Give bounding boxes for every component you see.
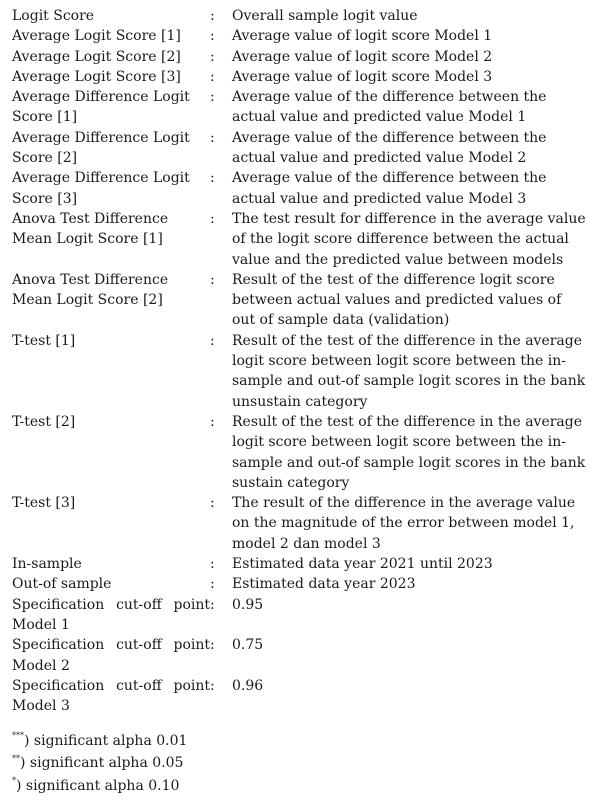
definition-term: Anova Test Difference Mean Logit Score [1] <box>12 210 169 248</box>
definition-description: Average value of logit score Model 2 <box>232 48 493 65</box>
definition-description: Average value of the difference between the actual value and predicted value Model 3 <box>232 170 547 207</box>
definition-description: 0.95 <box>232 596 264 613</box>
definition-term: Average Logit Score [3] <box>12 68 181 85</box>
definition-row <box>12 128 586 169</box>
definition-row <box>12 331 586 412</box>
significance-text: ) significant alpha 0.01 <box>24 733 188 749</box>
definition-separator: : <box>210 170 215 187</box>
definition-description: Estimated data year 2023 <box>232 576 416 593</box>
definition-separator: : <box>210 68 215 85</box>
definition-term: Specification cut-off point Model 1 <box>12 596 210 633</box>
definition-term: T-test [1] <box>12 332 76 349</box>
definition-row <box>12 595 586 636</box>
definition-description: Result of the test of the difference in the average logit score between logit score between the in-sample and out-of sample logit scores in the bank unsustain category <box>232 332 586 410</box>
definition-separator: : <box>210 332 215 349</box>
definition-row <box>12 635 586 676</box>
definition-description: Average value of logit score Model 1 <box>232 28 493 45</box>
definition-row <box>12 493 586 554</box>
definition-description: Overall sample logit value <box>232 8 418 24</box>
definition-description: Result of the test of the difference logit score between actual values and predicted values of out of sample data (validation) <box>232 271 562 329</box>
definition-term: Average Difference Logit Score [3] <box>12 170 190 207</box>
definition-separator: : <box>210 495 215 512</box>
significance-note <box>12 752 412 774</box>
significance-notes <box>12 730 412 797</box>
definition-separator: : <box>210 413 215 430</box>
definition-separator: : <box>210 576 215 593</box>
definition-row <box>12 26 586 46</box>
definition-description: Estimated data year 2021 until 2023 <box>232 556 493 573</box>
definition-description: Average value of logit score Model 3 <box>232 68 493 85</box>
definition-term: Average Logit Score [1] <box>12 28 181 45</box>
definition-term: Specification cut-off point Model 2 <box>12 637 210 674</box>
definition-term: Specification cut-off point Model 3 <box>12 677 210 715</box>
definition-row <box>12 209 586 270</box>
definition-term: T-test [2] <box>12 413 76 430</box>
definition-term: T-test [3] <box>12 495 76 512</box>
definition-row <box>12 67 586 87</box>
definition-separator: : <box>210 637 215 654</box>
definition-description: The result of the difference in the average value on the magnitude of the error between model 1, model 2 dan model 3 <box>232 495 576 552</box>
definition-separator: : <box>210 271 215 288</box>
definition-term: Logit Score <box>12 8 95 24</box>
definition-term: Anova Test Difference Mean Logit Score [2] <box>12 271 169 309</box>
definition-description: 0.96 <box>232 677 264 694</box>
definition-separator: : <box>210 210 215 227</box>
definition-row <box>12 554 586 574</box>
definition-description: Average value of the difference between the actual value and predicted value Model 2 <box>232 129 547 167</box>
definition-description: Result of the test of the difference in the average logit score between logit score between the in-sample and out-of sample logit scores in the bank sustain category <box>232 413 586 491</box>
definition-term: Average Difference Logit Score [1] <box>12 89 190 126</box>
definition-row <box>12 87 586 128</box>
significance-mark: ** <box>12 753 20 763</box>
definition-row <box>12 676 586 717</box>
definition-row <box>12 574 586 594</box>
definition-row <box>12 6 586 26</box>
significance-note <box>12 775 412 797</box>
definition-row <box>12 412 586 493</box>
definition-separator: : <box>210 556 215 573</box>
definition-separator: : <box>210 129 215 146</box>
definition-description: 0.75 <box>232 637 264 654</box>
significance-note <box>12 730 412 752</box>
definition-separator: : <box>210 677 215 694</box>
definition-row <box>12 47 586 67</box>
definition-separator: : <box>210 48 215 65</box>
definition-description: Average value of the difference between the actual value and predicted value Model 1 <box>232 89 547 126</box>
significance-text: ) significant alpha 0.05 <box>20 755 184 772</box>
definition-separator: : <box>210 89 215 106</box>
definition-term: In-sample <box>12 556 82 573</box>
significance-text: ) significant alpha 0.10 <box>16 777 180 794</box>
definition-description: The test result for difference in the average value of the logit score difference between the actual value and the predicted value between models <box>232 210 586 268</box>
significance-mark: * <box>12 776 16 786</box>
definition-separator: : <box>210 8 215 24</box>
definition-term: Average Logit Score [2] <box>12 48 181 65</box>
definition-row <box>12 168 586 209</box>
definition-row <box>12 270 586 331</box>
definition-separator: : <box>210 596 215 613</box>
definitions-list <box>12 6 586 716</box>
significance-mark: *** <box>12 731 24 741</box>
definition-term: Out-of sample <box>12 576 112 593</box>
definition-separator: : <box>210 28 215 45</box>
definition-term: Average Difference Logit Score [2] <box>12 129 190 167</box>
